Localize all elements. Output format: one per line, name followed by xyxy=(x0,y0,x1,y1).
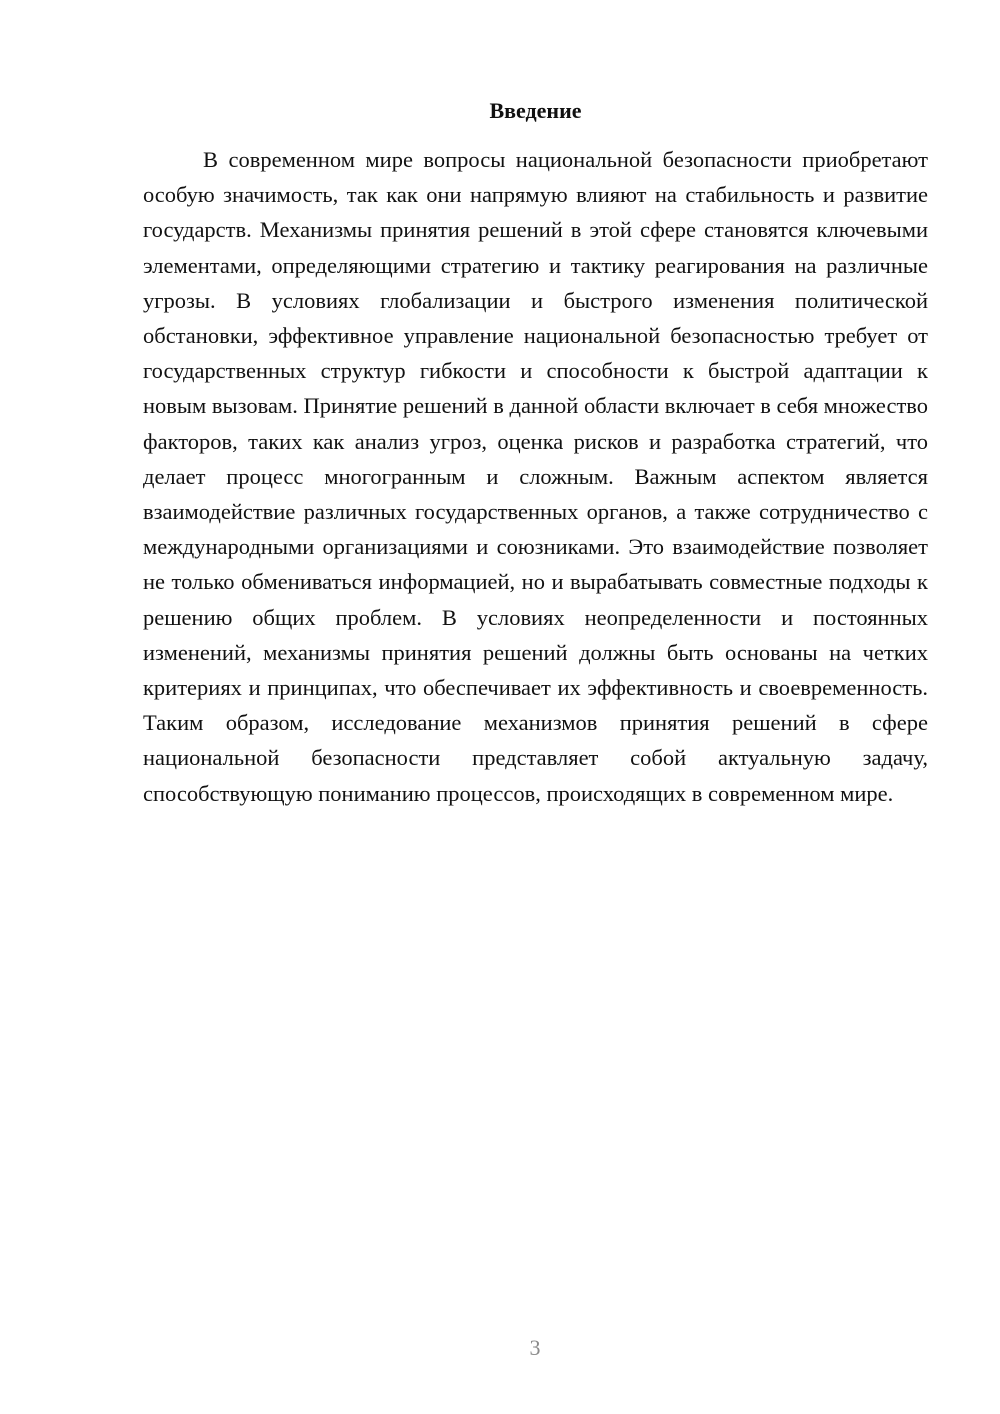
intro-paragraph: В современном мире вопросы национальной безопасности приобретают особую значимость, так как они напрямую влияют на стабильность и развитие государств. Механизмы принятия решений в этой сфере становятся ключевыми элементами, определяющими стратегию и тактику реагирования на различные угрозы. В условиях глобализации и быстрого изменения политической обстановки, эффективное управление национальной безопасностью требует от государственных структур гибкости и способности к быстрой адаптации к новым вызовам. Принятие решений в данной области включает в себя множество факторов, таких как анализ угроз, оценка рисков и разработка стратегий, что делает процесс многогранным и сложным. Важным аспектом является взаимодействие различных государственных органов, а также сотрудничество с международными организациями и союзниками. Это взаимодействие позволяет не только обмениваться информацией, но и вырабатывать совместные подходы к решению общих проблем. В условиях неопределенности и постоянных изменений, механизмы принятия решений должны быть основаны на четких критериях и принципах, что обеспечивает их эффективность и своевременность. Таким образом, исследование механизмов принятия решений в сфере национальной безопасности представляет собой актуальную задачу, способствующую пониманию процессов, происходящих в современном мире. xyxy=(143,147,928,806)
page-number: 3 xyxy=(529,1335,541,1360)
section-title: Введение xyxy=(489,98,582,123)
